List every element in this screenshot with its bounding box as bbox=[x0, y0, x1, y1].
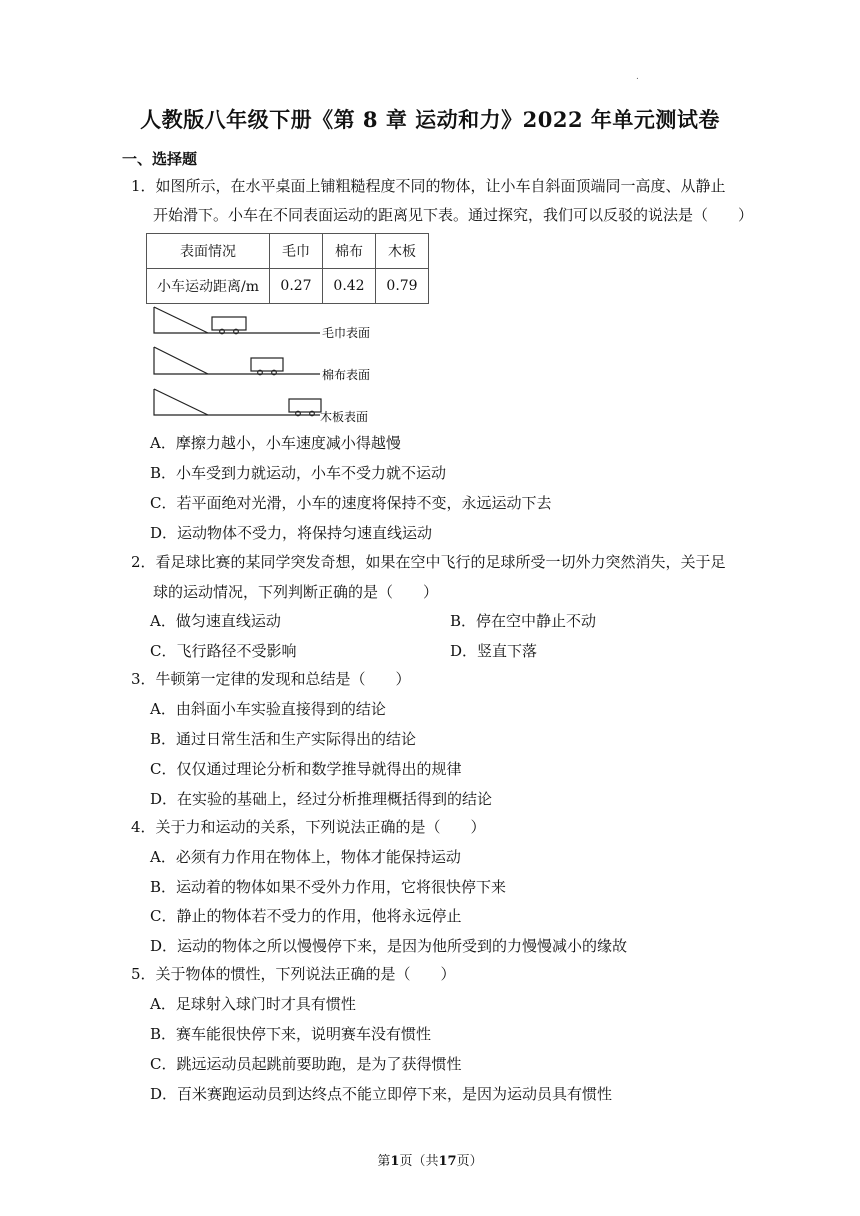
question-5-option-d: D．百米赛跑运动员到达终点不能立即停下来，是因为运动员具有惯性 bbox=[150, 1085, 613, 1103]
table-cell: 0.27 bbox=[270, 269, 323, 304]
question-4-stem: 4．关于力和运动的关系，下列说法正确的是（ ） bbox=[131, 818, 486, 836]
incline-cotton bbox=[154, 347, 320, 375]
question-5-option-b: B．赛车能很快停下来，说明赛车没有惯性 bbox=[150, 1025, 432, 1043]
speck: . bbox=[636, 72, 639, 82]
question-1-option-c: C．若平面绝对光滑，小车的速度将保持不变，永远运动下去 bbox=[150, 494, 552, 512]
incline-wood bbox=[154, 389, 321, 416]
question-3-option-d: D．在实验的基础上，经过分析推理概括得到的结论 bbox=[150, 790, 493, 808]
question-1-option-a: A．摩擦力越小，小车速度减小得越慢 bbox=[150, 434, 401, 452]
page-total: 17 bbox=[438, 1154, 457, 1169]
question-1-stem-line2: 开始滑下。小车在不同表面运动的距离见下表。通过探究，我们可以反驳的说法是（ ） bbox=[153, 206, 754, 224]
question-2-stem-line2: 球的运动情况，下列判断正确的是（ ） bbox=[153, 583, 439, 601]
section-heading: 一、选择题 bbox=[122, 150, 198, 168]
question-1-stem-line1: 1．如图所示，在水平桌面上铺粗糙程度不同的物体，让小车自斜面顶端同一高度、从静止 bbox=[131, 177, 726, 195]
table-cell: 毛巾 bbox=[270, 234, 323, 269]
footer-suffix: 页） bbox=[456, 1154, 483, 1169]
table-cell: 0.42 bbox=[323, 269, 376, 304]
question-3-option-b: B．通过日常生活和生产实际得出的结论 bbox=[150, 730, 417, 748]
question-5-stem: 5．关于物体的惯性，下列说法正确的是（ ） bbox=[131, 965, 456, 983]
question-3-option-c: C．仅仅通过理论分析和数学推导就得出的规律 bbox=[150, 760, 462, 778]
table-cell: 小车运动距离/m bbox=[147, 269, 270, 304]
footer-mid: 页（共 bbox=[399, 1154, 439, 1169]
question-4-option-a: A．必须有力作用在物体上，物体才能保持运动 bbox=[150, 848, 461, 866]
table-header-row bbox=[147, 234, 429, 269]
footer-prefix: 第 bbox=[377, 1154, 391, 1169]
table-cell: 木板 bbox=[376, 234, 429, 269]
question-5-option-a: A．足球射入球门时才具有惯性 bbox=[150, 995, 356, 1013]
question-1-option-b: B．小车受到力就运动，小车不受力就不运动 bbox=[150, 464, 447, 482]
table-cell: 棉布 bbox=[323, 234, 376, 269]
question-5-option-c: C．跳远运动员起跳前要助跑，是为了获得惯性 bbox=[150, 1055, 462, 1073]
question-4-option-b: B．运动着的物体如果不受外力作用，它将很快停下来 bbox=[150, 878, 507, 896]
question-2-option-a: A．做匀速直线运动 bbox=[150, 612, 281, 630]
page-title: 人教版八年级下册《第 8 章 运动和力》2022 年单元测试卷 bbox=[140, 107, 720, 132]
page-footer bbox=[0, 1150, 860, 1169]
question-4-option-d: D．运动的物体之所以慢慢停下来，是因为他所受到的力慢慢减小的缘故 bbox=[150, 937, 628, 955]
question-2-option-c: C．飞行路径不受影响 bbox=[150, 642, 297, 660]
table-cell: 表面情况 bbox=[147, 234, 270, 269]
figure-label: 毛巾表面 bbox=[322, 326, 371, 340]
figure-label: 棉布表面 bbox=[322, 368, 371, 382]
page-number: 1 bbox=[390, 1154, 400, 1169]
table-row bbox=[147, 269, 429, 304]
question-3-stem: 3．牛顿第一定律的发现和总结是（ ） bbox=[131, 670, 411, 688]
question-2-stem-line1: 2．看足球比赛的某同学突发奇想，如果在空中飞行的足球所受一切外力突然消失，关于足 bbox=[131, 553, 726, 571]
incline-towel bbox=[154, 307, 320, 334]
question-3-option-a: A．由斜面小车实验直接得到的结论 bbox=[150, 700, 386, 718]
question-2-option-d: D．竖直下落 bbox=[450, 642, 538, 660]
figure-label: 木板表面 bbox=[320, 410, 369, 423]
incline-cart-figure bbox=[150, 305, 390, 423]
question-4-option-c: C．静止的物体若不受力的作用，他将永远停止 bbox=[150, 907, 462, 925]
distance-table bbox=[146, 233, 429, 304]
table-cell: 0.79 bbox=[376, 269, 429, 304]
question-2-option-b: B．停在空中静止不动 bbox=[450, 612, 597, 630]
question-1-option-d: D．运动物体不受力，将保持匀速直线运动 bbox=[150, 524, 433, 542]
